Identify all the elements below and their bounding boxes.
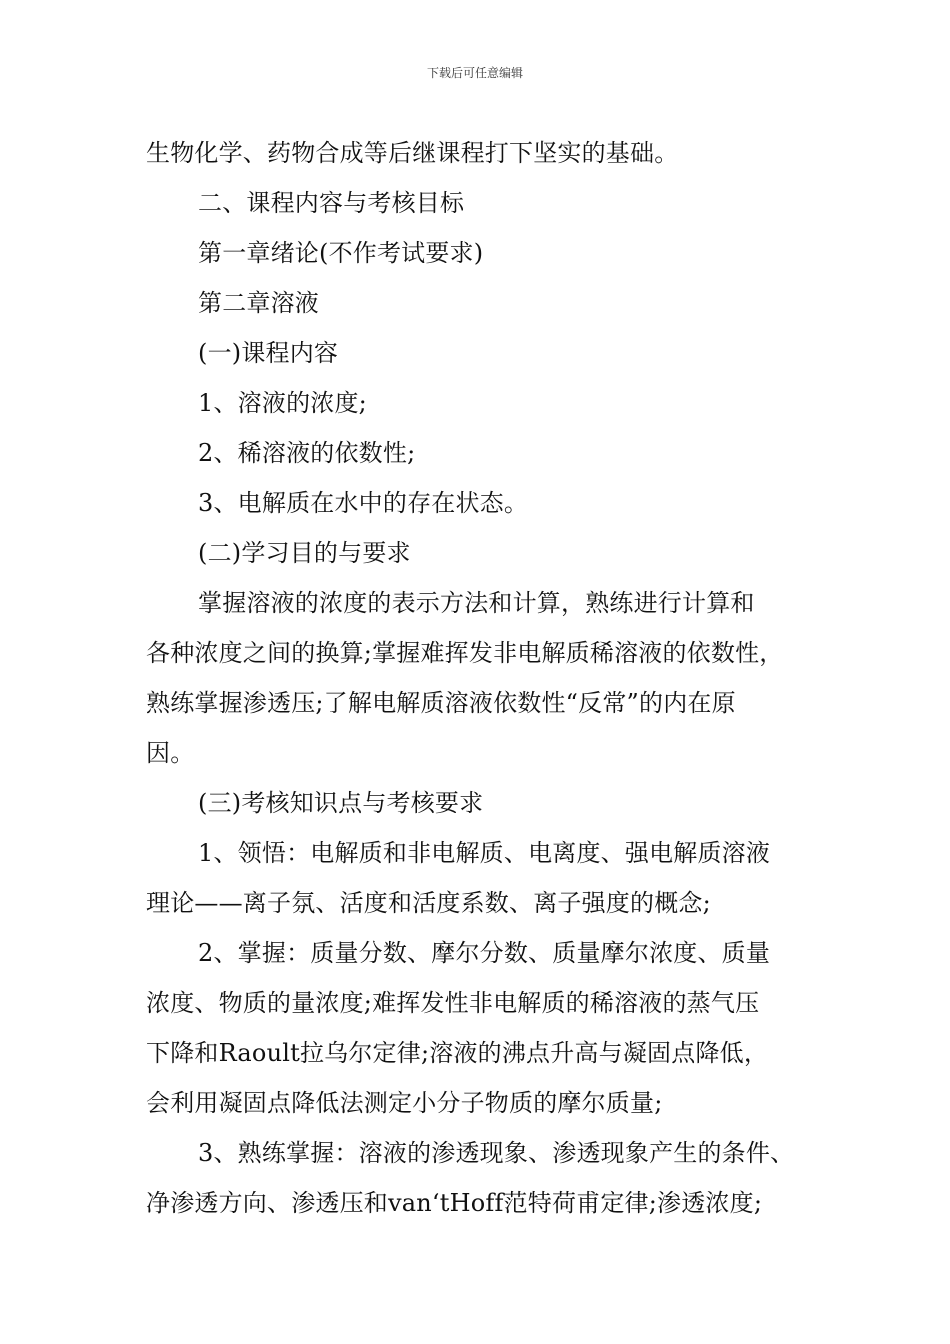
paragraph-line: 下降和Raoult拉乌尔定律;溶液的沸点升高与凝固点降低，: [146, 1039, 769, 1067]
list-item: 3、熟练掌握：溶液的渗透现象、渗透现象产生的条件、: [198, 1139, 795, 1167]
document-body: [146, 128, 826, 1228]
paragraph-line: 各种浓度之间的换算;掌握难挥发非电解质稀溶液的依数性，: [146, 639, 784, 667]
paragraph-line: 净渗透方向、渗透压和van‘tHoff范特荷甫定律;渗透浓度;: [146, 1189, 763, 1217]
list-item: 1、溶液的浓度;: [198, 389, 367, 417]
paragraph-line: 生物化学、药物合成等后继课程打下坚实的基础。: [146, 139, 679, 167]
paragraph-line: 因。: [146, 739, 195, 767]
paragraph-line: 会利用凝固点降低法测定小分子物质的摩尔质量;: [146, 1089, 663, 1117]
chapter-heading: 第一章绪论(不作考试要求): [198, 239, 484, 267]
paragraph-line: 理论——离子氛、活度和活度系数、离子强度的概念;: [146, 889, 711, 917]
list-item: 3、电解质在水中的存在状态。: [198, 489, 529, 517]
section-heading: 二、课程内容与考核目标: [198, 189, 465, 217]
paragraph-line: 熟练掌握渗透压;了解电解质溶液依数性“反常”的内在原: [146, 689, 736, 717]
page-header: 下载后可任意编辑: [426, 66, 523, 80]
subsection-heading: (三)考核知识点与考核要求: [198, 789, 484, 817]
paragraph-line: 浓度、物质的量浓度;难挥发性非电解质的稀溶液的蒸气压: [146, 989, 760, 1017]
paragraph-line: 掌握溶液的浓度的表示方法和计算，熟练进行计算和: [198, 589, 755, 617]
subsection-heading: (一)课程内容: [198, 339, 339, 367]
list-item: 1、领悟：电解质和非电解质、电离度、强电解质溶液: [198, 839, 771, 867]
list-item: 2、掌握：质量分数、摩尔分数、质量摩尔浓度、质量: [198, 939, 771, 967]
subsection-heading: (二)学习目的与要求: [198, 539, 411, 567]
chapter-heading: 第二章溶液: [198, 289, 319, 317]
list-item: 2、稀溶液的依数性;: [198, 439, 416, 467]
